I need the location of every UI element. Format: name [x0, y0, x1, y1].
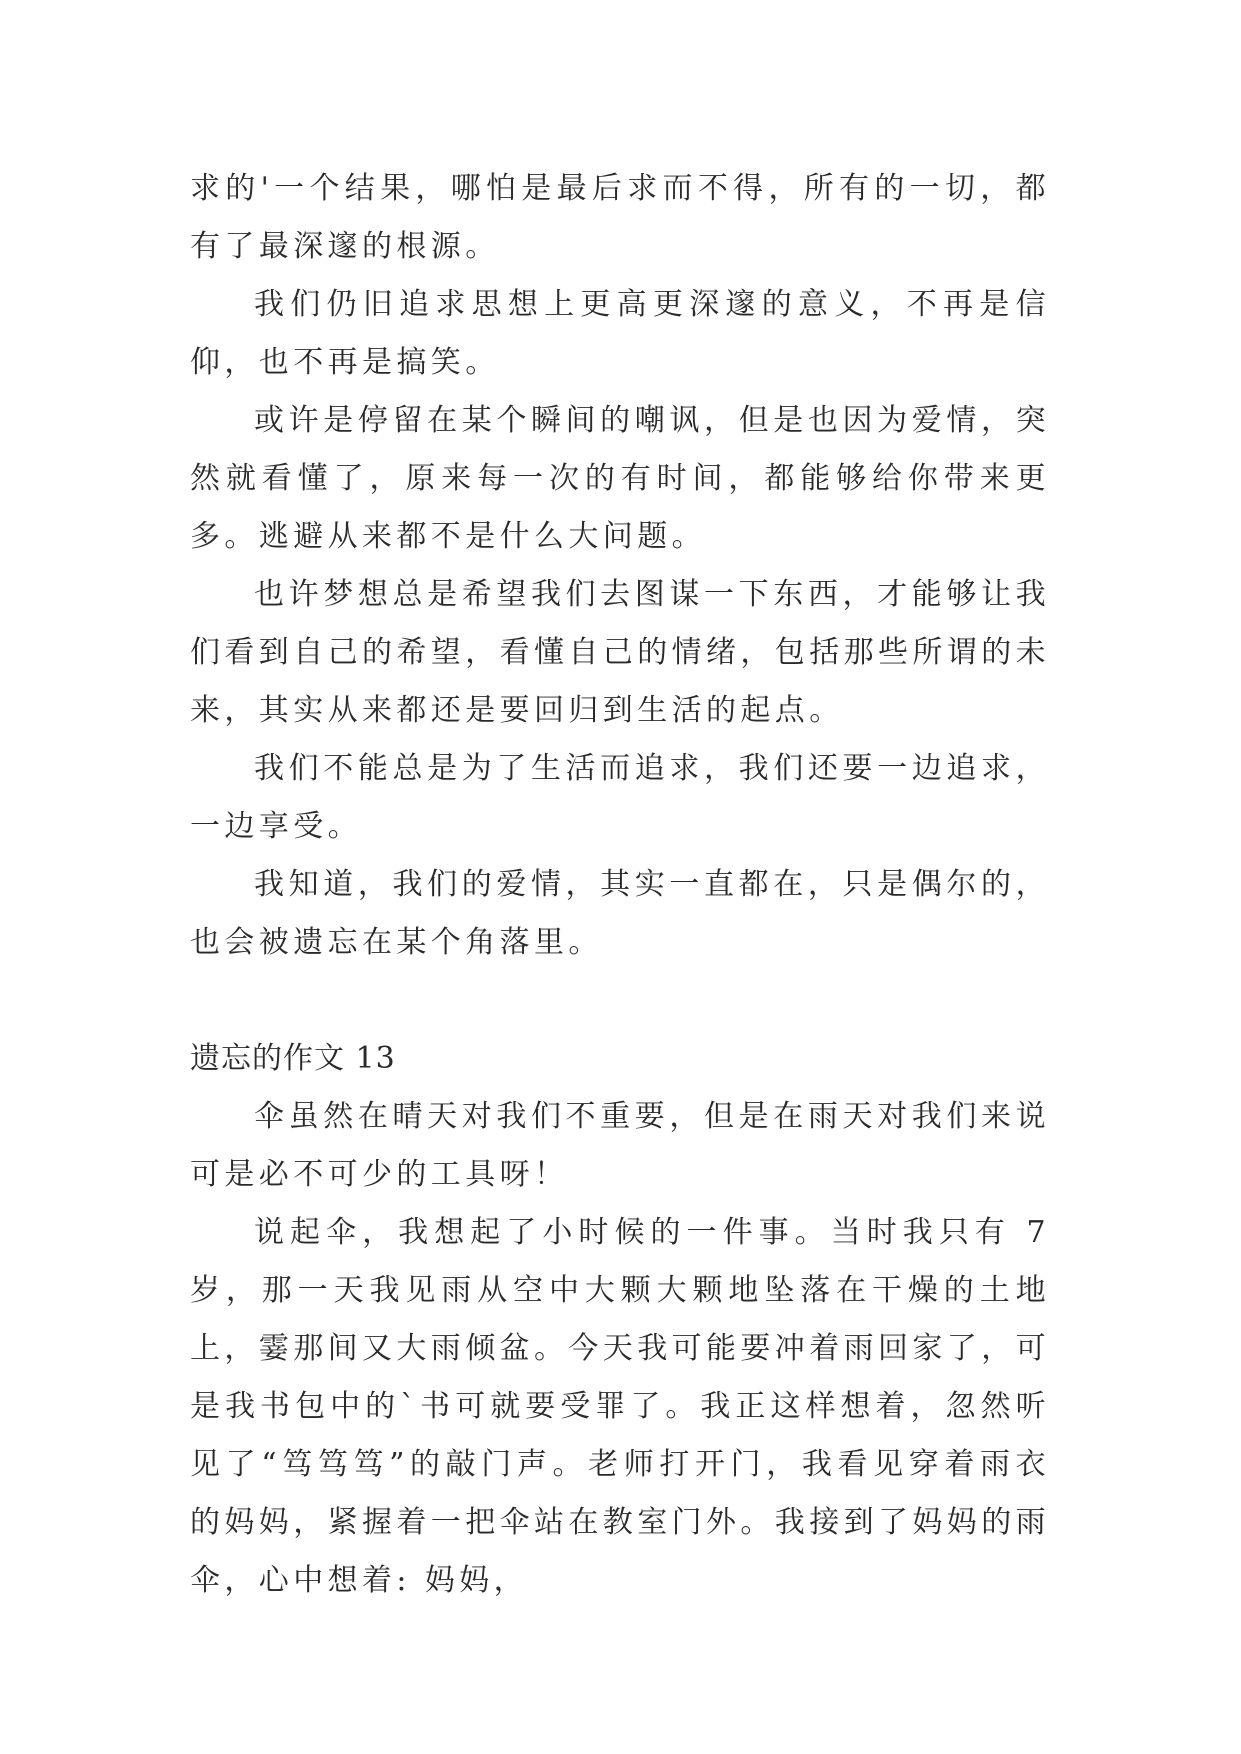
- paragraph: 或许是停留在某个瞬间的嘲讽，但是也因为爱情，突然就看懂了，原来每一次的有时间，都能够给你带来更多。逃避从来都不是什么大问题。: [190, 403, 1050, 554]
- section-heading: 遗忘的作文 13: [190, 1041, 396, 1076]
- paragraph: 伞虽然在晴天对我们不重要，但是在雨天对我们来说可是必不可少的工具呀！: [190, 1099, 1050, 1192]
- paragraph: 求的'一个结果，哪怕是最后求而不得，所有的一切，都有了最深邃的根源。: [190, 171, 1050, 264]
- paragraph: 我们仍旧追求思想上更高更深邃的意义，不再是信仰，也不再是搞笑。: [190, 287, 1050, 380]
- document-body: [190, 160, 1050, 1610]
- paragraph: 也许梦想总是希望我们去图谋一下东西，才能够让我们看到自己的希望，看懂自己的情绪，包括那些所谓的未来，其实从来都还是要回归到生活的起点。: [190, 577, 1050, 728]
- paragraph: 说起伞，我想起了小时候的一件事。当时我只有 7 岁，那一天我见雨从空中大颗大颗地坠落在干燥的土地上，霎那间又大雨倾盆。今天我可能要冲着雨回家了，可是我书包中的`书可就要受罪了。我正这样想着，忽然听见了“笃笃笃”的敲门声。老师打开门，我看见穿着雨衣的妈妈，紧握着一把伞站在教室门外。我接到了妈妈的雨伞，心中想着: 妈妈，: [190, 1215, 1050, 1598]
- paragraph: 我们不能总是为了生活而追求，我们还要一边追求，一边享受。: [190, 751, 1050, 844]
- paragraph: 我知道，我们的爱情，其实一直都在，只是偶尔的，也会被遗忘在某个角落里。: [190, 867, 1050, 960]
